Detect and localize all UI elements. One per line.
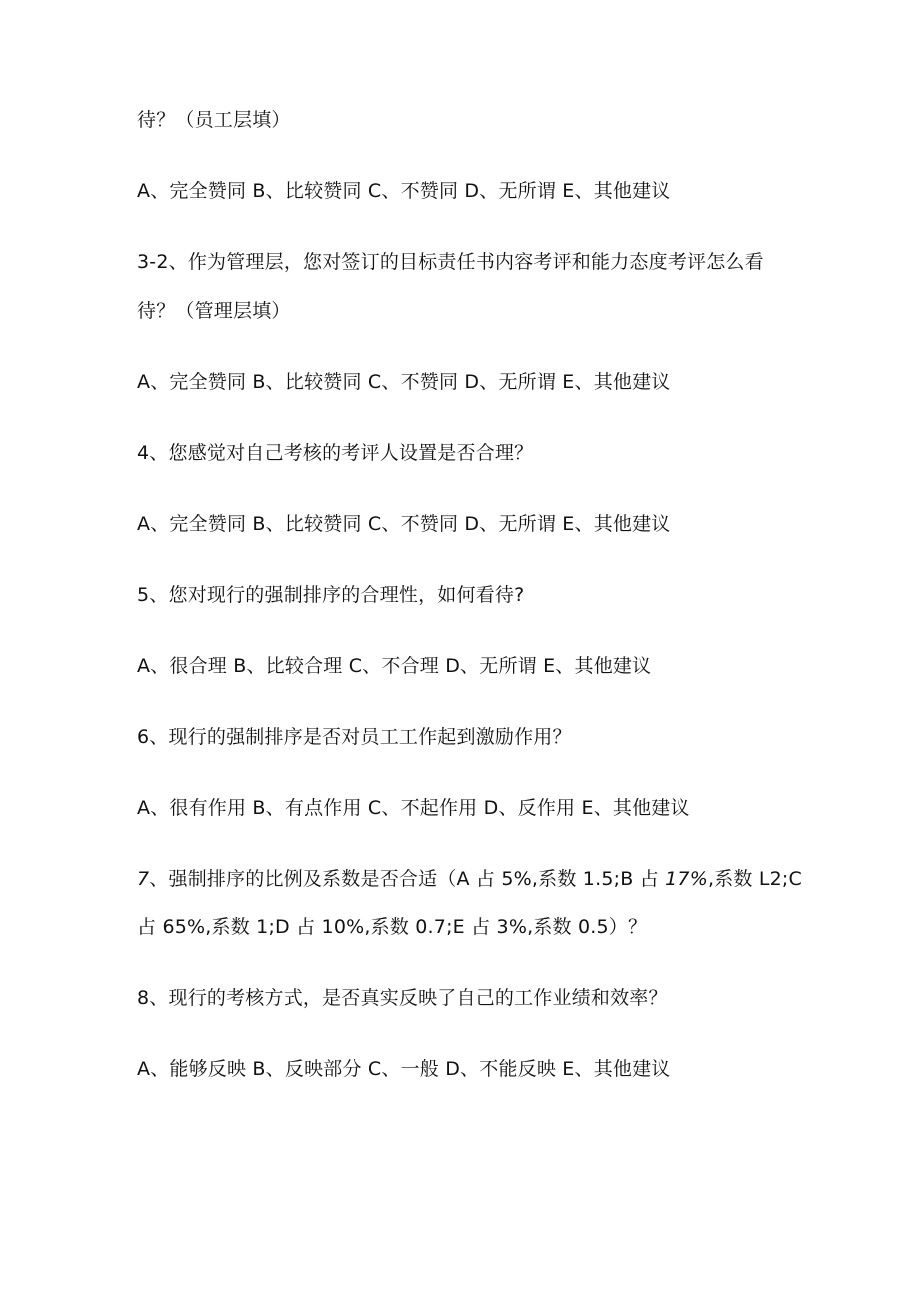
question-7-italic-value: 17% [665, 868, 708, 890]
question-7 [137, 866, 803, 892]
answer-options-5: A、很合理 B、比较合理 C、不合理 D、无所谓 E、其他建议 [137, 655, 652, 677]
answer-options-3-1: A、完全赞同 B、比较赞同 C、不赞同 D、无所谓 E、其他建议 [137, 180, 671, 202]
text-line-1: 待？（员工层填） [137, 109, 291, 131]
question-3-2: 3-2、作为管理层，您对签订的目标责任书内容考评和能力态度考评怎么看 [137, 251, 764, 273]
question-8: 8、现行的考核方式，是否真实反映了自己的工作业绩和效率？ [137, 987, 668, 1009]
question-7-cont: 占 65%,系数 1;D 占 10%,系数 0.7;E 占 3%,系数 0.5）？ [137, 916, 648, 938]
answer-options-6: A、很有作用 B、有点作用 C、不起作用 D、反作用 E、其他建议 [137, 797, 690, 819]
question-6: 6、现行的强制排序是否对员工工作起到激励作用？ [137, 726, 572, 748]
question-5: 5、您对现行的强制排序的合理性，如何看待? [137, 584, 525, 606]
question-4: 4、您感觉对自己考核的考评人设置是否合理？ [137, 442, 534, 464]
question-7-text-b: ,系数 L2;C [707, 868, 803, 890]
question-7-text-a: 、强制排序的比例及系数是否合适（A 占 5%,系数 1.5;B 占 [149, 868, 666, 890]
answer-options-8: A、能够反映 B、反映部分 C、一般 D、不能反映 E、其他建议 [137, 1058, 671, 1080]
question-3-2-cont: 待？（管理层填） [137, 300, 291, 322]
answer-options-3-2: A、完全赞同 B、比较赞同 C、不赞同 D、无所谓 E、其他建议 [137, 371, 671, 393]
question-7-number: 7 [137, 868, 150, 890]
answer-options-4: A、完全赞同 B、比较赞同 C、不赞同 D、无所谓 E、其他建议 [137, 513, 671, 535]
